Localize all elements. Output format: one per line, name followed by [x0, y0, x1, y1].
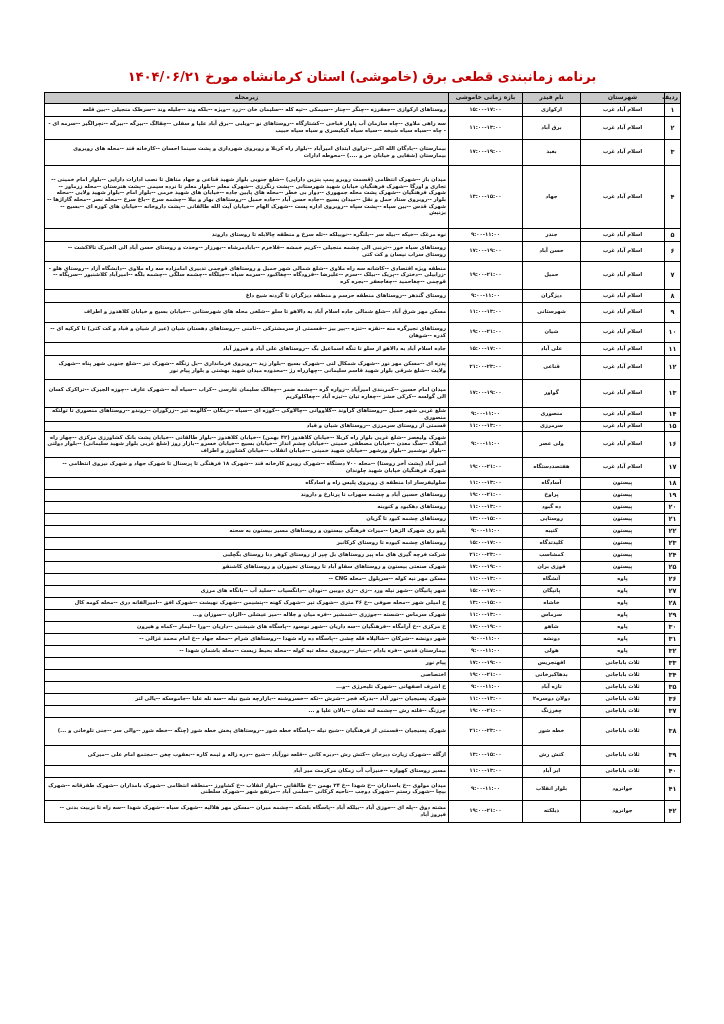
row-number: ۳۶: [665, 694, 681, 706]
city-cell: اسلام آباد غرب: [581, 380, 665, 408]
areas-cell: مسیر روستای کهواره --خنیزآب آب زمکان مرکزمث میر آباد: [45, 766, 449, 778]
time-cell: ۹:۰۰-۱۱:۰۰: [449, 634, 523, 646]
table-row: [45, 166, 681, 229]
header-row-number: ردیف: [665, 93, 681, 104]
feeder-cell: خاشاه: [523, 598, 581, 610]
row-number: ۳۹: [665, 746, 681, 766]
row-number: ۱۹: [665, 490, 681, 502]
row-number: ۱: [665, 104, 681, 117]
areas-cell: امیر آباد (پشت آخر روستا) --محله ۷۰۰ دستگاه --شهرک روبرو کارخانه قند --شهرک ۱۸ فرهنگی تا پرسنال تا شهرک جهاد و شهرک نیروی انتظامی --شهرک فرهنگیان خیابان شهید چلوندان: [45, 458, 449, 478]
time-cell: ۲۱:۰۰-۲۳:۰۰: [449, 550, 523, 562]
row-number: ۴۱: [665, 778, 681, 801]
time-cell: ۱۷:۰۰-۱۹:۰۰: [449, 140, 523, 166]
areas-cell: شهر دونشه --شرکان --شالیلاه قله چشی --پاسگاه ده راه شهدا --روستاهای شرام --محله جهاد --خ امام محمد غزالی --: [45, 634, 449, 646]
row-number: ۲۲: [665, 526, 681, 538]
time-cell: ۹:۰۰-۱۱:۰۰: [449, 229, 523, 242]
row-number: ۳۷: [665, 706, 681, 718]
row-number: ۳۰: [665, 622, 681, 634]
table-row: [45, 262, 681, 290]
areas-cell: شرکت فرچه گیری های ماه پیر روستاهای بل چپر از روستای کوهر دنا روستای بگچلبی: [45, 550, 449, 562]
row-number: ۳۱: [665, 634, 681, 646]
row-number: ۱۳: [665, 380, 681, 408]
city-cell: پیستون: [581, 526, 665, 538]
areas-cell: شهر پانیگان --شهر نیله ورد --زی --زی دوبین --نودان --دانگسیاب --سلید آب --بانگاه های مرزی: [45, 586, 449, 598]
row-number: ۵: [665, 229, 681, 242]
time-cell: ۱۱:۰۰-۱۳:۰۰: [449, 478, 523, 490]
time-cell: ۹:۰۰-۱۱:۰۰: [449, 526, 523, 538]
city-cell: ثلاث باباجانی: [581, 658, 665, 670]
areas-cell: روستاهای دهکبود و کنوبنه: [45, 502, 449, 514]
feeder-cell: ذبلکته: [523, 801, 581, 823]
city-cell: اسلام آباد غرب: [581, 229, 665, 242]
table-row: [45, 682, 681, 694]
feeder-cell: هولی: [523, 646, 581, 658]
row-number: ۶: [665, 242, 681, 262]
row-number: ۳: [665, 140, 681, 166]
row-number: ۱۴: [665, 408, 681, 422]
city-cell: اسلام آباد غرب: [581, 242, 665, 262]
row-number: ۲۸: [665, 598, 681, 610]
table-row: [45, 356, 681, 380]
areas-cell: میدان باز --شهرک انتظامی (قسمت روبرو پمپ بنزین داراپی) --شلغ جنوبی بلوار شهید قناعی و جهاد متاهل تا نصب ادارات دارایی --بلوار امام خمینی --تجاری و اورگا --شهرک فرهنگیان خیابان شهید شهرستانی --پشت رنگرزی --شهرک معلم --بلوار معلم تا نرده سیمی --پشت هنرستان --محله زرماور --شهرک فرهنگیان --شهرک پشت محله جمهوری --دوار بی خطر --محله های پایین جاده --خیابان های شهید خرمی --بلوار امام --بلوار شهید ولایی --محله بلوار --روبروی ستاد حمل و نقل --میدان بسیج --جاده حسن آباد --جاده حمیل --روستاهای بهار و بیلا --چشمه سرخ --باغ سرخ --محله نصر --محله گاراژها --شهرک قدس --بین سپاه --پشت سپاه --روبروی اداره پست --شهرک الهام --خیابان آیت الله طالقانی --پشت داروخانه --خیابان های کوره ای --بسیج --بزنیش: [45, 166, 449, 229]
time-cell: ۹:۰۰-۱۱:۰۰: [449, 682, 523, 694]
areas-cell: پلیو ری شهرک الزهرا --میراث فرهنگی بیستون و روستاهای مسیر بیستون به سحنه: [45, 526, 449, 538]
feeder-cell: جندر: [523, 229, 581, 242]
feeder-cell: قوزی بران: [523, 562, 581, 574]
time-cell: ۹:۰۰-۱۱:۰۰: [449, 778, 523, 801]
time-cell: ۱۳:۰۰-۱۵:۰۰: [449, 598, 523, 610]
time-cell: ۱۱:۰۰-۱۳:۰۰: [449, 610, 523, 622]
feeder-cell: برق آباد: [523, 117, 581, 140]
time-cell: ۱۹:۰۰-۲۱:۰۰: [449, 706, 523, 718]
areas-cell: نوه مرغک --خیکه --بیله سر --بلنگره --نوبیلکه --تله سرخ و منطقه چالابله تا روستای داروند: [45, 229, 449, 242]
table-row: [45, 303, 681, 323]
city-cell: ثلاث باباجانی: [581, 706, 665, 718]
feeder-cell: جهاد: [523, 166, 581, 229]
feeder-cell: کلیدتدگاه: [523, 538, 581, 550]
city-cell: ثلاث باباجانی: [581, 682, 665, 694]
header-areas: زیرمحله: [45, 93, 449, 104]
feeder-cell: سرمرزی: [523, 422, 581, 432]
areas-cell: شهرک سرماس --شسته --جوزری --شمشیر --فره میان و جلاله --میر عیشلی --الزان --سوزان و...: [45, 610, 449, 622]
feeder-cell: دونشه: [523, 634, 581, 646]
time-cell: ۱۷:۰۰-۱۹:۰۰: [449, 658, 523, 670]
city-cell: پاوه: [581, 634, 665, 646]
city-cell: اسلام آباد غرب: [581, 356, 665, 380]
areas-cell: روستاهای چشمه کیوده تا روستای کرکانبر: [45, 538, 449, 550]
row-number: ۴۰: [665, 766, 681, 778]
feeder-cell: کتش رش: [523, 746, 581, 766]
areas-cell: مشته دوق --پله ای --حوزی آباد --بیلکه آباد --پاسگاه بلشکه --چشمه میران --مسکن مهر هلالیه --شهرک سیاه --شهرک شهدا --سه راه تا نربیت بدنی --فیروز آباد: [45, 801, 449, 823]
areas-cell: روستای گندهر --روستاهای منطقه حرسم و منطقه دیزگران تا گردنه شیخ داغ: [45, 290, 449, 303]
areas-cell: پدره ای --مسکن مهر نور --شهرک شمکال لنی --شهرک بسیج --بلوار زید --روبروی فرمانداری --بل زنگله --شهرک تیر --شلغ جنوبی شهر پناه --شهرک ولایت --شلغ شرقی بلوار شهید قاسم سلیمانی --چهارراه رژ --محدوده میدان شهید بهشتی و بلوار پیام نور: [45, 356, 449, 380]
areas-cell: شهرک پسیجیان --قسمتی از فرهنگیان --شیخ نیله --پاسگاه خطه شور --روستاهای پخش خطه شور (چنگه --خطه شور --والی سر --جنی تلوخانی و ...): [45, 718, 449, 746]
feeder-cell: منصوری: [523, 408, 581, 422]
table-row: [45, 670, 681, 682]
feeder-cell: دولان دوسره۲: [523, 694, 581, 706]
row-number: ۴۲: [665, 801, 681, 823]
schedule-table: [44, 92, 681, 823]
header-feeder: نام فیدر: [523, 93, 581, 104]
table-row: [45, 140, 681, 166]
city-cell: جوانرود: [581, 778, 665, 801]
table-row: [45, 801, 681, 823]
feeder-cell: چغرزنگ: [523, 706, 581, 718]
feeder-cell: شهرستانی: [523, 303, 581, 323]
city-cell: اسلام آباد غرب: [581, 458, 665, 478]
feeder-cell: گواور: [523, 380, 581, 408]
table-row: [45, 598, 681, 610]
time-cell: ۹:۰۰-۱۱:۰۰: [449, 408, 523, 422]
table-row: [45, 242, 681, 262]
city-cell: جوانرود: [581, 801, 665, 823]
time-cell: ۱۷:۰۰-۱۹:۰۰: [449, 242, 523, 262]
city-cell: پاوه: [581, 622, 665, 634]
areas-cell: روستاهای سیاه خور --ترنبی الی چشمه منجیلی --کریم خمشه --قلاخرم --بابادمرشاه --بهرزار --وحدت و روستای حسن آباد الی الخبرک تالاکشت -- روستای سراب نیسان و کت کتی: [45, 242, 449, 262]
feeder-cell: سرماس: [523, 610, 581, 622]
table-row: [45, 432, 681, 458]
table-row: [45, 458, 681, 478]
time-cell: ۲۱:۰۰-۲۳:۰۰: [449, 356, 523, 380]
areas-cell: روستاهای چشمه کبود تا گریان: [45, 514, 449, 526]
table-row: [45, 574, 681, 586]
table-row: [45, 526, 681, 538]
city-cell: پیستون: [581, 562, 665, 574]
table-row: [45, 490, 681, 502]
table-row: [45, 380, 681, 408]
row-number: ۳۴: [665, 670, 681, 682]
time-cell: ۱۷:۰۰-۱۹:۰۰: [449, 562, 523, 574]
feeder-cell: هفتصددستگاه: [523, 458, 581, 478]
time-cell: ۱۵:۰۰-۱۷:۰۰: [449, 538, 523, 550]
table-row: [45, 562, 681, 574]
city-cell: اسلام آباد غرب: [581, 432, 665, 458]
table-row: [45, 718, 681, 746]
city-cell: اسلام آباد غرب: [581, 323, 665, 343]
city-cell: ثلاث باباجانی: [581, 766, 665, 778]
table-row: [45, 586, 681, 598]
table-row: [45, 478, 681, 490]
time-cell: ۱۳:۰۰-۱۵:۰۰: [449, 746, 523, 766]
row-number: ۲۰: [665, 502, 681, 514]
feeder-cell: افهنجریس: [523, 658, 581, 670]
city-cell: پاوه: [581, 610, 665, 622]
feeder-cell: خطه شور: [523, 718, 581, 746]
time-cell: ۱۹:۰۰-۲۱:۰۰: [449, 670, 523, 682]
areas-cell: چرزنگ --قلته رش --چشمه لنه نشان --بالان علیا و ...: [45, 706, 449, 718]
areas-cell: شهرک صنعتی بیستون و روستاهای سقاو آباد تا روستای تخیوران و روستاهای کاشنقو: [45, 562, 449, 574]
city-cell: اسلام آباد غرب: [581, 408, 665, 422]
feeder-cell: حسن آباد: [523, 242, 581, 262]
city-cell: اسلام آباد غرب: [581, 290, 665, 303]
row-number: ۱۵: [665, 422, 681, 432]
city-cell: اسلام آباد غرب: [581, 343, 665, 356]
areas-cell: اختصاصی: [45, 670, 449, 682]
row-number: ۲۷: [665, 586, 681, 598]
city-cell: پیستون: [581, 502, 665, 514]
time-cell: ۱۹:۰۰-۲۱:۰۰: [449, 458, 523, 478]
city-cell: پاوه: [581, 646, 665, 658]
areas-cell: روستاهای حسین آباد و چشمه سهراب تا پرنارخ و داروند: [45, 490, 449, 502]
table-row: [45, 117, 681, 140]
row-number: ۱۱: [665, 343, 681, 356]
row-number: ۸: [665, 290, 681, 303]
feeder-cell: بغبد: [523, 140, 581, 166]
table-row: [45, 746, 681, 766]
table-header-row: [45, 93, 681, 104]
time-cell: ۱۵:۰۰-۱۷:۰۰: [449, 104, 523, 117]
feeder-cell: دیزگران: [523, 290, 581, 303]
areas-cell: جاده اسلام آباد به دالاهو از سلو تا تنگه اسماعیل بگ --روستاهای علی آباد و فیروز آباد: [45, 343, 449, 356]
time-cell: ۹:۰۰-۱۱:۰۰: [449, 646, 523, 658]
areas-cell: قسمتی از روستای سرمرزی --روستاهای شیان و قباد: [45, 422, 449, 432]
table-row: [45, 514, 681, 526]
time-cell: ۲۱:۰۰-۲۳:۰۰: [449, 718, 523, 746]
feeder-cell: ابر آباد: [523, 766, 581, 778]
table-row: [45, 610, 681, 622]
areas-cell: سلولیفرسار ادا منطقه ی روبروی پلیس راه و اسادگاه: [45, 478, 449, 490]
row-number: ۱۲: [665, 356, 681, 380]
time-cell: ۱۹:۰۰-۲۱:۰۰: [449, 801, 523, 823]
row-number: ۱۸: [665, 478, 681, 490]
time-cell: ۱۱:۰۰-۱۳:۰۰: [449, 766, 523, 778]
feeder-cell: آتشگاه: [523, 574, 581, 586]
row-number: ۲۱: [665, 514, 681, 526]
table-row: [45, 104, 681, 117]
city-cell: اسلام آباد غرب: [581, 117, 665, 140]
city-cell: اسلام آباد غرب: [581, 262, 665, 290]
table-row: [45, 778, 681, 801]
city-cell: پیستون: [581, 538, 665, 550]
city-cell: پیستون: [581, 514, 665, 526]
areas-cell: بیمارستان قدس --فره بادام --بتیار --روبروی محله تیه کوله --محله بحیط زیست --محله باشمان شهدا --: [45, 646, 449, 658]
table-row: [45, 323, 681, 343]
feeder-cell: ارکوازی: [523, 104, 581, 117]
time-cell: ۱۱:۰۰-۱۳:۰۰: [449, 117, 523, 140]
row-number: ۴: [665, 166, 681, 229]
time-cell: ۱۱:۰۰-۱۳:۰۰: [449, 422, 523, 432]
areas-cell: خ مرکزی --خ آرامگاه --فرهنگیان --سه داریان --شهر نوسود --پاسگاه های شیشنی --داریان --ورا --لیمار --کماه و هیرون: [45, 622, 449, 634]
header-time: بازه زمانی خاموشی: [449, 93, 523, 104]
table-row: [45, 538, 681, 550]
time-cell: ۱۷:۰۰-۱۹:۰۰: [449, 622, 523, 634]
table-row: [45, 343, 681, 356]
city-cell: اسلام آباد غرب: [581, 166, 665, 229]
areas-cell: ازگله --شهرک زیارت دبرخان --کتش رش --دبره کانی --قلعه نورآباد --شیخ --دره زاله و ئیمه کاره --بعقوب چغن --مجتمع امام علی --میرکی: [45, 746, 449, 766]
row-number: ۲۹: [665, 610, 681, 622]
table-row: [45, 634, 681, 646]
row-number: ۷: [665, 262, 681, 290]
time-cell: ۱۹:۰۰-۲۱:۰۰: [449, 490, 523, 502]
time-cell: ۱۳:۰۰-۱۵:۰۰: [449, 514, 523, 526]
header-city: شهرستان: [581, 93, 665, 104]
feeder-cell: قناعی: [523, 356, 581, 380]
time-cell: ۱۵:۰۰-۱۷:۰۰: [449, 343, 523, 356]
time-cell: ۱۱:۰۰-۱۳:۰۰: [449, 502, 523, 514]
row-number: ۳۲: [665, 646, 681, 658]
feeder-cell: حمیل: [523, 262, 581, 290]
areas-cell: روستاهای ارکوازی --جعفرزه --چنگر --چنار --سیمکی --تپه کله --سلیمان خان --زرد --ویژه --بلکه وند --جلیله وند --سرطک منجیلی --بین قلعه: [45, 104, 449, 117]
city-cell: ثلاث باباجانی: [581, 746, 665, 766]
city-cell: ثلاث باباجانی: [581, 670, 665, 682]
table-row: [45, 502, 681, 514]
feeder-cell: علی آباد: [523, 343, 581, 356]
document-title: برنامه زمانبندی قطعی برق (خاموشی) استان کرمانشاه مورخ ۱۴۰۴/۰۶/۲۱: [127, 70, 597, 85]
city-cell: پاوه: [581, 586, 665, 598]
city-cell: اسلام آباد غرب: [581, 104, 665, 117]
areas-cell: میدان مولوی --خ یاسداران --خ شهدا --خ ۲۴ بهمن --خ طالقانی --بلوار انقلاب --خ کشاورز --منطقه انتظامی --شهرک بامداران --شهرک طفرقانه --شهرک بیچا --شهرک رستم --شهرک دوجب --ناحیه کرکانی --سلمی آباد --مرتفع شهر --شهرک سلطنی: [45, 778, 449, 801]
feeder-cell: پراوخ: [523, 490, 581, 502]
time-cell: ۹:۰۰-۱۱:۰۰: [449, 290, 523, 303]
time-cell: ۹:۰۰-۱۱:۰۰: [449, 432, 523, 458]
areas-cell: مسکن مهر نیه کوله --سرپلول --محله CNG --: [45, 574, 449, 586]
areas-cell: خ اشرف اصفهانی --شهرک تلیحرژی --و...: [45, 682, 449, 694]
feeder-cell: بلوار انقلاب: [523, 778, 581, 801]
areas-cell: میدان امام حسین --کمربندی امیرآباد --زواره گره --چشمه ضمر --چغالک سلیمان غارسی --کراب --سیاه آبه --شهرک عارف --چوزه الجیرک --تراکرک کسان الی گولسه --کرکی خشز --چغاره تیان --تیزه آباد --چغاکلوکریم: [45, 380, 449, 408]
row-number: ۱۶: [665, 432, 681, 458]
time-cell: ۱۱:۰۰-۱۳:۰۰: [449, 574, 523, 586]
table-row: [45, 694, 681, 706]
city-cell: پاوه: [581, 574, 665, 586]
feeder-cell: آسادگاه: [523, 478, 581, 490]
areas-cell: خ امیلی شهر --محله صوفی --خ ۴۶ متری --شهرک تیر --شهرک کهنه --پنشیمن --شهرک نهیشت --شهرک افق --امیرالفانه دری --محله کومه کال: [45, 598, 449, 610]
row-number: ۲۶: [665, 574, 681, 586]
areas-cell: مسکن مهر شرق آباد --شلغ شمالی جاده اسلام آباد به دالاهو تا سلو --شلغی محله های شهرستانی --خیابان بسیج و خیابان کلاهدوز و اطراف: [45, 303, 449, 323]
city-cell: اسلام آباد غرب: [581, 303, 665, 323]
row-number: ۲۴: [665, 550, 681, 562]
feeder-cell: پانیگان: [523, 586, 581, 598]
row-number: ۱۷: [665, 458, 681, 478]
areas-cell: شلغ غربی شهر حمیل --روستاهای گراوند --گلاووانی --چالاوکی --کوزه ای --سیاه --زمکان --کالومه تیر --زرگوران --زوندو --روستاهای منصوری تا تولتکه منصوری: [45, 408, 449, 422]
row-number: ۱۰: [665, 323, 681, 343]
row-number: ۹: [665, 303, 681, 323]
table-row: [45, 408, 681, 422]
row-number: ۲۳: [665, 538, 681, 550]
areas-cell: شهرک ولیعصر --شلغ غربی بلوار راه کربلا --خیابان کلاهدوز (۴۲ بهمن) --خیابان کلاهدوز --بلوار طالقانی --خیابان پشت بانک کشاورزی مرکزی --چهار راه امیلاک --سگ معدن --خیابان مصطفی خمینی --خیابان چشم انداز --خیابان بسیج --خیابان خسرو --بازار روز (شلغ غربی بلوار شهید سلیمانی) --بلوار دولتی --بلوار نوشمیر --بلوار ورشهر --خیابان شهید خمینی --خیابان انقلاب --خیابان کشاورز و اطراف: [45, 432, 449, 458]
areas-cell: منطقه ویژه اقتصادی --کاشانه سه راه ملاوی --شلغ شمالی شهر حمیل و روستاهای قوجمی تدبیری امامزاده سه راه ملاوی --دانشگاه آزاد --روستای هلو --زرابیلی --دخترک --پریک --بیلک --سرم --علیرضا --فرودگاه --چغاکبود --سرمه سیاه --جیلگاه --چشمه سلگی --چشمه بلگه --امیرآباد کلاشنبور --سرپگاه --قوچمی --چغاحمید --چغاجعفر --بجره کره: [45, 262, 449, 290]
table-row: [45, 706, 681, 718]
time-cell: ۱۹:۰۰-۲۱:۰۰: [449, 323, 523, 343]
city-cell: پیستون: [581, 490, 665, 502]
table-row: [45, 658, 681, 670]
feeder-cell: شیان: [523, 323, 581, 343]
table-row: [45, 550, 681, 562]
row-number: ۳۳: [665, 658, 681, 670]
time-cell: ۱۷:۰۰-۱۹:۰۰: [449, 380, 523, 408]
time-cell: ۱۱:۰۰-۱۳:۰۰: [449, 694, 523, 706]
time-cell: ۱۱:۰۰-۱۳:۰۰: [449, 303, 523, 323]
row-number: ۲: [665, 117, 681, 140]
areas-cell: پیام نور: [45, 658, 449, 670]
areas-cell: شهرک پسیجیان --نور آباد --بدرکه فجر --شرش --تکه --خسروشنه --بازارچه شیخ نیله --سه تله علیا --جاموسکه --یالی لتر: [45, 694, 449, 706]
city-cell: ثلاث باباجانی: [581, 694, 665, 706]
table-row: [45, 622, 681, 634]
feeder-cell: روستایی: [523, 514, 581, 526]
city-cell: اسلام آباد غرب: [581, 422, 665, 432]
areas-cell: روستاهای نجیرگره منه --نقزه --تنزه --بیر بیز --قسمتی از سرمشترکی --ثامنی --روستاهای دهستان شیان (عیر از شیان و قباد و کت کتی) تا کرکیه ای --کدره --شوهان: [45, 323, 449, 343]
feeder-cell: کتیبه: [523, 526, 581, 538]
feeder-cell: بدهاکبرخانی: [523, 670, 581, 682]
feeder-cell: ده گبود: [523, 502, 581, 514]
time-cell: ۱۹:۰۰-۲۱:۰۰: [449, 262, 523, 290]
city-cell: ثلاث باباجانی: [581, 718, 665, 746]
feeder-cell: کمشاسب: [523, 550, 581, 562]
areas-cell: سه راهی ملاوی --چاه سازمان آب پاوار قباخی --کشتارگاه --روستاهای نو --ویلبی --برق آباد علیا و سفلی --چقالگ --بیرگه --بیرگه --نچرالگیر --سرمه ای -- چاه --سیاه سیاه شیخه --سیاه سیاه کبکیسری و سیاه سیاه حبیب: [45, 117, 449, 140]
feeder-cell: تازه آباد: [523, 682, 581, 694]
city-cell: پیستون: [581, 550, 665, 562]
row-number: ۲۵: [665, 562, 681, 574]
table-row: [45, 766, 681, 778]
areas-cell: بیمارستان --بادگان الله اکبر --تراوی ابتدای امیرآباد --بلوار راه کربلا و روبروی شهرداری و پشت سینما احسان --کارخانه قند --محله های روبروی بیمارستان (شفایی و خیابان حر و ....) --محوطه ادارات: [45, 140, 449, 166]
table-row: [45, 646, 681, 658]
row-number: ۳۸: [665, 718, 681, 746]
time-cell: ۱۵:۰۰-۱۷:۰۰: [449, 586, 523, 598]
city-cell: اسلام آباد غرب: [581, 140, 665, 166]
table-row: [45, 290, 681, 303]
city-cell: پاوه: [581, 598, 665, 610]
feeder-cell: ولی عصر: [523, 432, 581, 458]
table-row: [45, 229, 681, 242]
table-row: [45, 422, 681, 432]
city-cell: پیستون: [581, 478, 665, 490]
feeder-cell: شاهو: [523, 622, 581, 634]
row-number: ۳۵: [665, 682, 681, 694]
time-cell: ۱۳:۰۰-۱۵:۰۰: [449, 166, 523, 229]
